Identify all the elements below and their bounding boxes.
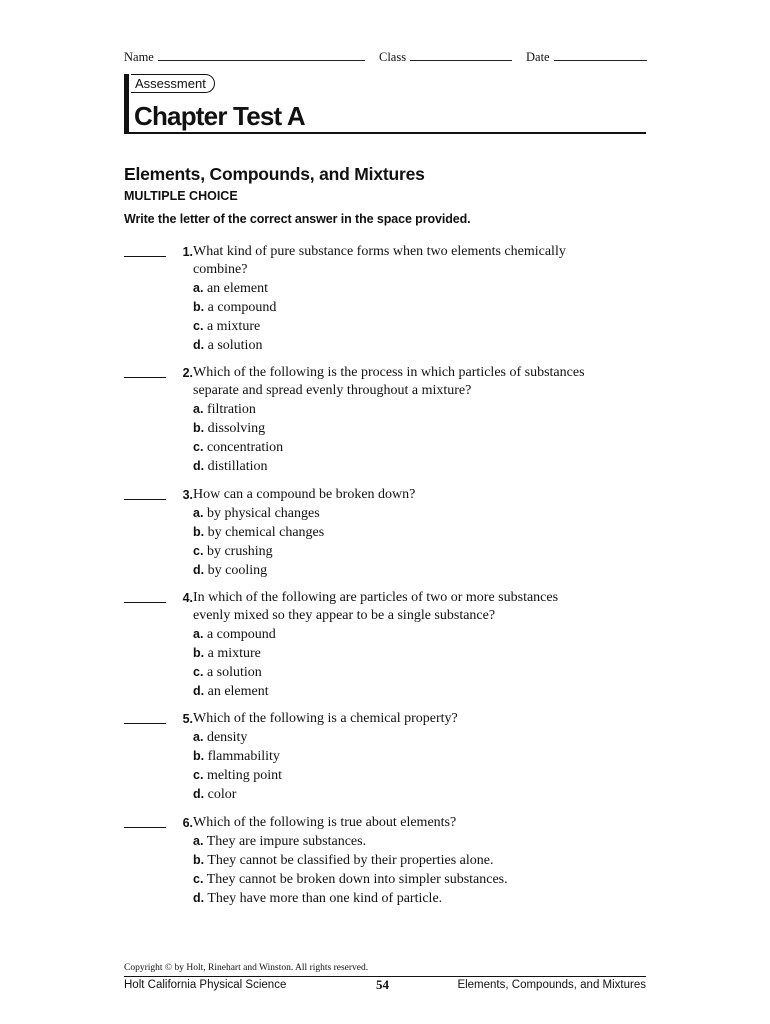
answer-option (193, 298, 653, 317)
question-text: What kind of pure substance forms when two elements chemically combine? (193, 244, 566, 277)
question-body (193, 589, 653, 701)
answer-option (193, 625, 653, 644)
option-text: dissolving (207, 421, 266, 436)
question-text: Which of the following is a chemical property? (193, 711, 458, 726)
assessment-tab: Assessment (131, 74, 215, 93)
option-letter: a. (193, 402, 204, 416)
option-text: a compound (206, 627, 276, 642)
option-text: by chemical changes (207, 525, 325, 540)
option-letter: d. (193, 459, 205, 473)
answer-blank[interactable] (124, 377, 166, 378)
answer-option (193, 317, 653, 336)
answer-option (193, 419, 653, 438)
option-text: by crushing (206, 544, 273, 559)
option-letter: d. (193, 338, 205, 352)
option-letter: c. (193, 665, 204, 679)
answer-option (193, 279, 653, 298)
option-letter: b. (193, 300, 205, 314)
option-text: They cannot be classified by their properties alone. (207, 853, 494, 868)
answer-blank[interactable] (124, 602, 166, 603)
option-letter: d. (193, 563, 205, 577)
option-text: They have more than one kind of particle. (207, 891, 443, 906)
option-letter: c. (193, 768, 204, 782)
option-letter: d. (193, 787, 205, 801)
option-letter: a. (193, 506, 204, 520)
answer-option (193, 336, 653, 355)
question-body (193, 486, 653, 580)
option-text: filtration (206, 402, 256, 417)
option-letter: b. (193, 525, 205, 539)
class-line[interactable] (410, 50, 512, 61)
answer-option (193, 889, 653, 908)
date-field[interactable] (526, 50, 647, 65)
option-letter: d. (193, 891, 205, 905)
option-text: melting point (206, 768, 282, 783)
option-text: concentration (206, 440, 284, 455)
option-text: density (206, 730, 248, 745)
answer-option (193, 728, 653, 747)
option-letter: b. (193, 853, 205, 867)
name-field[interactable] (124, 50, 365, 65)
section-subtitle: MULTIPLE CHOICE (124, 189, 238, 203)
section-title: Elements, Compounds, and Mixtures (124, 164, 425, 184)
option-text: a compound (207, 300, 277, 315)
answer-blank[interactable] (124, 256, 166, 257)
question-number: 1. (182, 245, 193, 259)
class-label: Class (379, 50, 407, 64)
question-text: Which of the following is the process in which particles of substances separate and spread evenly throughout a mixture? (193, 365, 585, 398)
answer-option (193, 785, 653, 804)
instructions: Write the letter of the correct answer in the space provided. (124, 212, 471, 226)
student-info-header (124, 50, 646, 66)
option-letter: b. (193, 646, 205, 660)
option-letter: b. (193, 749, 205, 763)
name-label: Name (124, 50, 154, 64)
answer-blank[interactable] (124, 723, 166, 724)
class-field[interactable] (379, 50, 512, 65)
answer-option (193, 644, 653, 663)
option-letter: c. (193, 872, 204, 886)
option-text: a solution (206, 665, 262, 680)
chapter-title: Chapter Test A (134, 101, 305, 131)
copyright-notice: Copyright © by Holt, Rinehart and Winston. All rights reserved. (124, 963, 369, 973)
question-body (193, 814, 653, 908)
option-text: flammability (207, 749, 280, 764)
option-letter: a. (193, 627, 204, 641)
answer-option (193, 663, 653, 682)
question-number: 3. (182, 488, 193, 502)
option-letter: a. (193, 834, 204, 848)
question-body (193, 364, 653, 476)
option-letter: a. (193, 730, 204, 744)
question-body (193, 710, 653, 804)
answer-option (193, 400, 653, 419)
answer-option (193, 832, 653, 851)
date-label: Date (526, 50, 550, 64)
option-text: distillation (207, 459, 268, 474)
answer-option (193, 851, 653, 870)
page-number: 54 (376, 977, 389, 992)
option-letter: b. (193, 421, 205, 435)
answer-option (193, 682, 653, 701)
answer-blank[interactable] (124, 499, 166, 500)
title-accent-bar (124, 74, 129, 134)
option-text: They are impure substances. (206, 834, 367, 849)
answer-option (193, 504, 653, 523)
answer-option (193, 438, 653, 457)
option-text: color (207, 787, 237, 802)
answer-option (193, 747, 653, 766)
option-text: an element (206, 281, 268, 296)
answer-option (193, 561, 653, 580)
title-divider (129, 132, 646, 134)
question-number: 2. (182, 366, 193, 380)
option-letter: d. (193, 684, 205, 698)
date-line[interactable] (554, 50, 647, 61)
question-body (193, 243, 653, 355)
option-text: a mixture (206, 319, 261, 334)
answer-option (193, 766, 653, 785)
footer-chapter-title: Elements, Compounds, and Mixtures (457, 979, 646, 991)
option-letter: c. (193, 544, 204, 558)
option-text: They cannot be broken down into simpler substances. (206, 872, 508, 887)
answer-option (193, 457, 653, 476)
name-line[interactable] (158, 50, 365, 61)
question-number: 4. (182, 591, 193, 605)
option-letter: a. (193, 281, 204, 295)
footer-book-title: Holt California Physical Science (124, 979, 287, 991)
option-text: by cooling (207, 563, 268, 578)
option-text: a solution (207, 338, 263, 353)
answer-option (193, 870, 653, 889)
option-text: a mixture (207, 646, 261, 661)
question-number: 5. (182, 712, 193, 726)
option-letter: c. (193, 319, 204, 333)
question-text: In which of the following are particles of two or more substances evenly mixed so they appear to be a single substance? (193, 590, 559, 623)
question-number: 6. (182, 816, 193, 830)
answer-blank[interactable] (124, 827, 166, 828)
question-text: Which of the following is true about elements? (193, 815, 457, 830)
option-letter: c. (193, 440, 204, 454)
option-text: by physical changes (206, 506, 320, 521)
answer-option (193, 523, 653, 542)
answer-option (193, 542, 653, 561)
option-text: an element (207, 684, 269, 699)
question-text: How can a compound be broken down? (193, 487, 416, 502)
